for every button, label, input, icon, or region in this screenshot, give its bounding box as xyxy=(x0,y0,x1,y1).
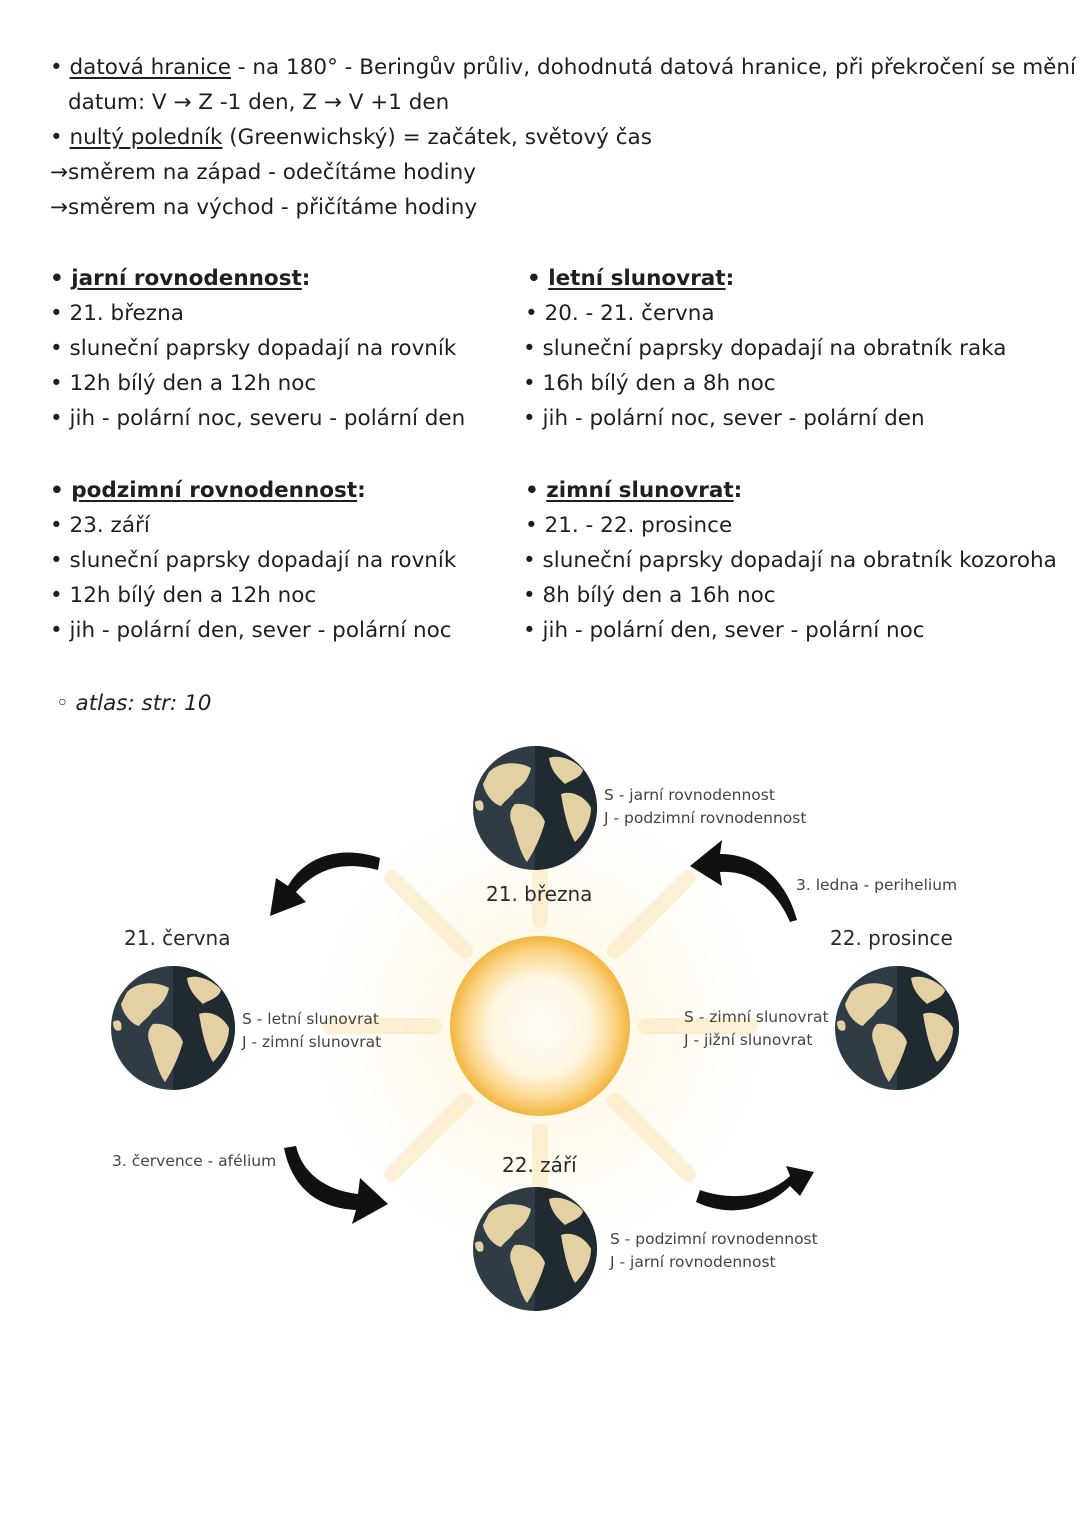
season-label-left xyxy=(242,1008,381,1054)
summer-item: • jih - polární noc, sever - polární den xyxy=(523,406,925,431)
summer-item: • 16h bílý den a 8h noc xyxy=(523,371,776,396)
season-label-bottom xyxy=(610,1228,818,1274)
south-season: J - jarní rovnodennost xyxy=(610,1253,776,1271)
meridian-line xyxy=(50,124,652,152)
north-season: S - jarní rovnodennost xyxy=(604,786,775,804)
meridian-term: nultý poledník xyxy=(69,125,223,150)
winter-title: zimní slunovrat xyxy=(546,478,734,503)
aphelion-label: 3. července - afélium xyxy=(112,1152,277,1170)
spring-item: • jih - polární noc, severu - polární den xyxy=(50,406,466,431)
bullet: • xyxy=(50,55,63,80)
autumn-item: • 12h bílý den a 12h noc xyxy=(50,583,317,608)
winter-item: • 8h bílý den a 16h noc xyxy=(523,583,776,608)
north-season: S - zimní slunovrat xyxy=(684,1008,829,1026)
summer-item: • sluneční paprsky dopadají na obratník raka xyxy=(523,336,1007,361)
earth-globe-left xyxy=(111,966,235,1090)
north-season: S - podzimní rovnodennost xyxy=(610,1230,818,1248)
summer-heading: • letní slunovrat: xyxy=(527,266,735,291)
spring-heading: • jarní rovnodennost: xyxy=(50,266,311,291)
season-label-right xyxy=(684,1006,829,1052)
earth-globe-right xyxy=(835,966,959,1090)
autumn-title: podzimní rovnodennost xyxy=(71,478,358,503)
orbit-diagram xyxy=(0,720,1080,1360)
atlas-reference: ◦ atlas: str: 10 xyxy=(56,691,212,716)
south-season: J - podzimní rovnodennost xyxy=(604,809,807,827)
season-label-top xyxy=(604,784,806,830)
orbit-graphic xyxy=(0,720,1080,1360)
spring-item: • 12h bílý den a 12h noc xyxy=(50,371,317,396)
winter-item: • sluneční paprsky dopadají na obratník kozoroha xyxy=(523,548,1057,573)
dateline-term: datová hranice xyxy=(69,55,231,80)
summer-title: letní slunovrat xyxy=(548,266,726,291)
north-season: S - letní slunovrat xyxy=(242,1010,379,1028)
sun xyxy=(450,936,630,1116)
perihelion-label: 3. ledna - perihelium xyxy=(796,876,958,894)
earth-globe-top xyxy=(473,746,597,870)
winter-item: • jih - polární den, sever - polární noc xyxy=(523,618,925,643)
meridian-text: (Greenwichský) = začátek, světový čas xyxy=(222,125,652,150)
spring-item: • 21. března xyxy=(50,301,184,326)
earth-globe-bottom xyxy=(473,1187,597,1311)
east-line: →směrem na východ - přičítáme hodiny xyxy=(50,195,478,220)
date-label-left: 21. června xyxy=(124,926,231,950)
autumn-item: • jih - polární den, sever - polární noc xyxy=(50,618,452,643)
south-season: J - jižní slunovrat xyxy=(684,1031,813,1049)
winter-heading: • zimní slunovrat: xyxy=(525,478,743,503)
south-season: J - zimní slunovrat xyxy=(242,1033,382,1051)
date-label-right: 22. prosince xyxy=(830,926,953,950)
dateline-line-2: datum: V → Z -1 den, Z → V +1 den xyxy=(68,90,450,115)
bullet: • xyxy=(50,125,63,150)
date-label-top: 21. března xyxy=(486,882,593,906)
autumn-item: • sluneční paprsky dopadají na rovník xyxy=(50,548,457,573)
spring-item: • sluneční paprsky dopadají na rovník xyxy=(50,336,457,361)
autumn-heading: • podzimní rovnodennost: xyxy=(50,478,366,503)
dateline-line xyxy=(50,54,1076,82)
winter-item: • 21. - 22. prosince xyxy=(525,513,733,538)
west-line: →směrem na západ - odečítáme hodiny xyxy=(50,160,476,185)
dateline-text: - na 180° - Beringův průliv, dohodnutá datová hranice, při překročení se mění xyxy=(230,55,1076,80)
spring-title: jarní rovnodennost xyxy=(71,266,302,291)
date-label-bottom: 22. září xyxy=(502,1153,577,1177)
autumn-item: • 23. září xyxy=(50,513,150,538)
summer-item: • 20. - 21. června xyxy=(525,301,715,326)
